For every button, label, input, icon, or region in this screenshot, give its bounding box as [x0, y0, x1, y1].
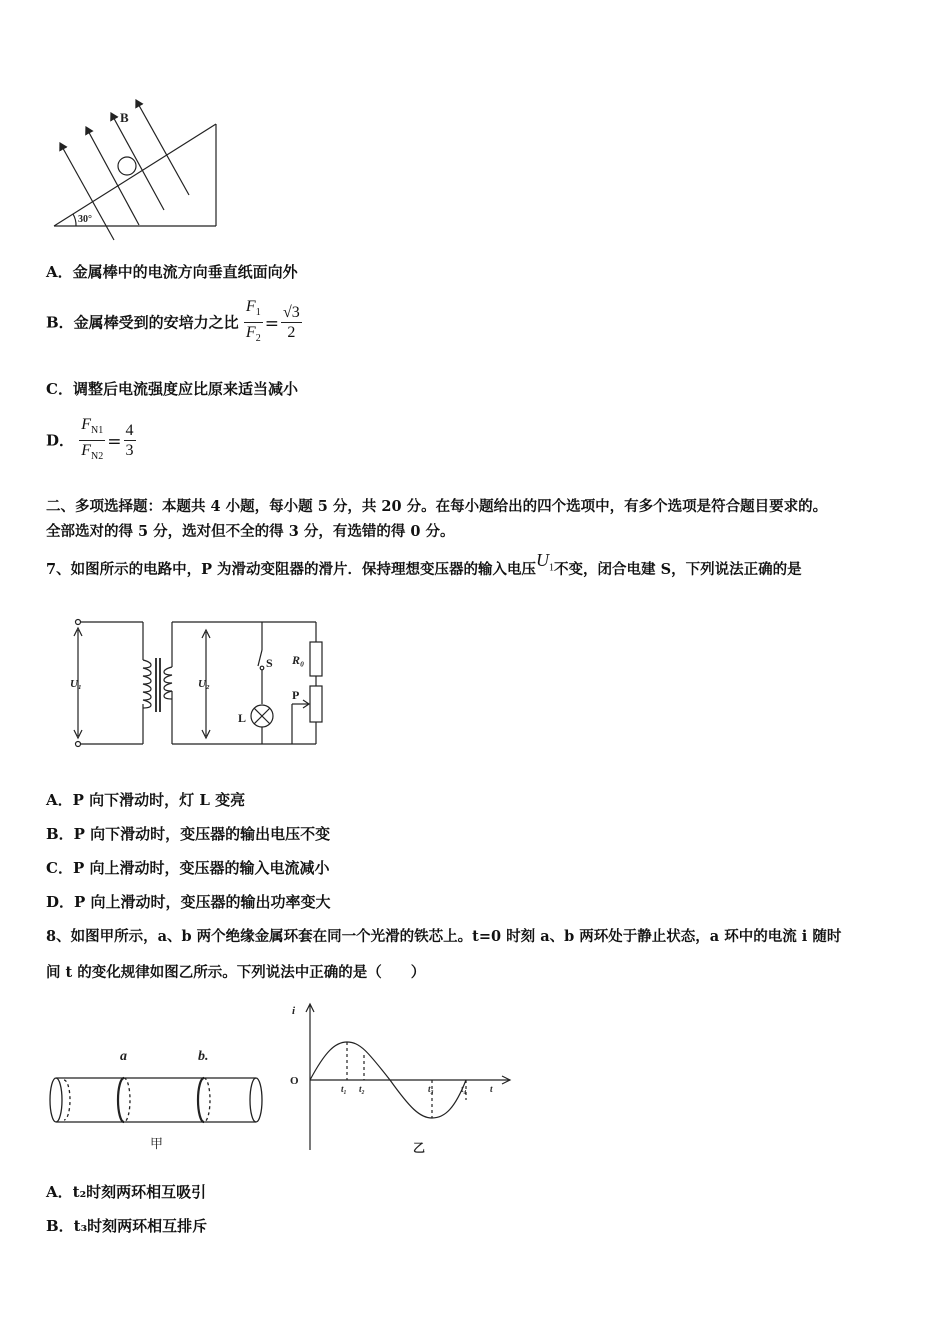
ring-b-label: b. — [198, 1049, 209, 1064]
q6-option-d: D． $\frac{F_{N1}}{F_{N2}}$ = $\frac{4}{3}$ — [46, 416, 136, 467]
q7-option-c: C．P 向上滑动时，变压器的输入电流减小 — [46, 859, 330, 877]
axis-t-label: t — [490, 1084, 493, 1094]
core-right-end — [250, 1078, 262, 1122]
resistor-r0 — [310, 642, 322, 676]
secondary-coil — [164, 667, 172, 699]
q8-option-a: A．t₂时刻两环相互吸引 — [46, 1183, 207, 1201]
switch-label: S — [266, 656, 273, 670]
switch-s — [258, 650, 262, 666]
q6-option-b-text: B．金属棒受到的安培力之比 — [46, 313, 239, 332]
ratio-value-fraction: $\frac{√3}{2}$ — [282, 304, 300, 342]
q6-option-a: A．金属棒中的电流方向垂直纸面向外 — [46, 263, 298, 281]
q7-option-b: B．P 向下滑动时，变压器的输出电压不变 — [46, 825, 331, 843]
iron-core-rings-figure — [46, 1040, 271, 1160]
u1-label: U₁ — [70, 678, 82, 690]
q6-option-c: C．调整后电流强度应比原来适当减小 — [46, 380, 298, 398]
normal-force-ratio-fraction: $\frac{F_{N1}}{F_{N2}}$ — [81, 416, 104, 463]
t4-label: t₄ — [461, 1084, 467, 1094]
q7-stem-pre: 7、如图所示的电路中，P 为滑动变阻器的滑片．保持理想变压器的输入电压 — [46, 561, 537, 578]
primary-coil — [143, 660, 151, 708]
section-2-line-2: 全部选对的得 5 分，选对但不全的得 3 分，有选错的得 0 分。 — [46, 523, 455, 540]
t1-label: t₁ — [341, 1084, 347, 1094]
lamp-label: L — [238, 711, 247, 725]
core-left-end — [50, 1078, 62, 1122]
q8-stem-line-2: 间 t 的变化规律如图乙所示。下列说法中正确的是（ ） — [46, 964, 426, 981]
axis-i-label: i — [292, 1005, 296, 1017]
t3-label: t₃ — [428, 1084, 434, 1094]
q7-option-d: D．P 向上滑动时，变压器的输出功率变大 — [46, 893, 331, 911]
q7-option-a: A．P 向下滑动时，灯 L 变亮 — [46, 791, 246, 809]
q8-stem-line-1: 8、如图甲所示，a、b 两个绝缘金属环套在同一个光滑的铁芯上。t=0 时刻 a、b 两环处于静止状态，a 环中的电流 i 随时 — [46, 928, 842, 945]
q8-option-b: B．t₃时刻两环相互排斥 — [46, 1217, 208, 1235]
rheostat — [310, 686, 322, 722]
r0-label: R₀ — [292, 653, 305, 667]
primary-terminal-bottom — [76, 742, 81, 747]
field-line-2 — [86, 127, 139, 225]
field-label-b: B — [120, 110, 129, 125]
ring-b — [198, 1078, 204, 1122]
ring-a — [118, 1078, 124, 1122]
q6-option-d-text: D． — [46, 431, 75, 450]
p-label: P — [292, 688, 300, 702]
figure-jia-caption: 甲 — [150, 1136, 164, 1151]
force-ratio-fraction: $\frac{F_1}{F_2}$ — [245, 298, 261, 345]
ring-a-label: a — [120, 1049, 127, 1064]
primary-terminal-top — [76, 620, 81, 625]
u2-label: U₂ — [198, 678, 210, 690]
transformer-circuit-figure — [68, 612, 338, 752]
current-graph-figure — [280, 1000, 520, 1165]
t2-label: t₂ — [359, 1084, 365, 1094]
angle-label: 30° — [78, 214, 92, 225]
field-line-4 — [136, 100, 189, 195]
angle-arc — [73, 214, 76, 226]
figure-yi-caption: 乙 — [413, 1141, 426, 1155]
metal-rod-circle — [118, 157, 136, 175]
origin-label: O — [290, 1075, 299, 1087]
q7-var-u1: $U_1$ — [536, 550, 555, 574]
q7-stem-post: 不变，闭合电建 S，下列说法正确的是 — [554, 561, 802, 578]
section-2-line-1: 二、多项选择题：本题共 4 小题，每小题 5 分，共 20 分。在每小题给出的四个选项中，有多个选项是符合题目要求的。 — [46, 498, 828, 515]
q7-stem — [46, 550, 802, 587]
incline-field-figure — [46, 95, 226, 245]
normal-ratio-value-fraction: $\frac{4}{3}$ — [125, 422, 134, 460]
q6-option-b: B．金属棒受到的安培力之比 $\frac{F_1}{F_2}$ = $\frac{√3}{2}$ — [46, 298, 302, 349]
